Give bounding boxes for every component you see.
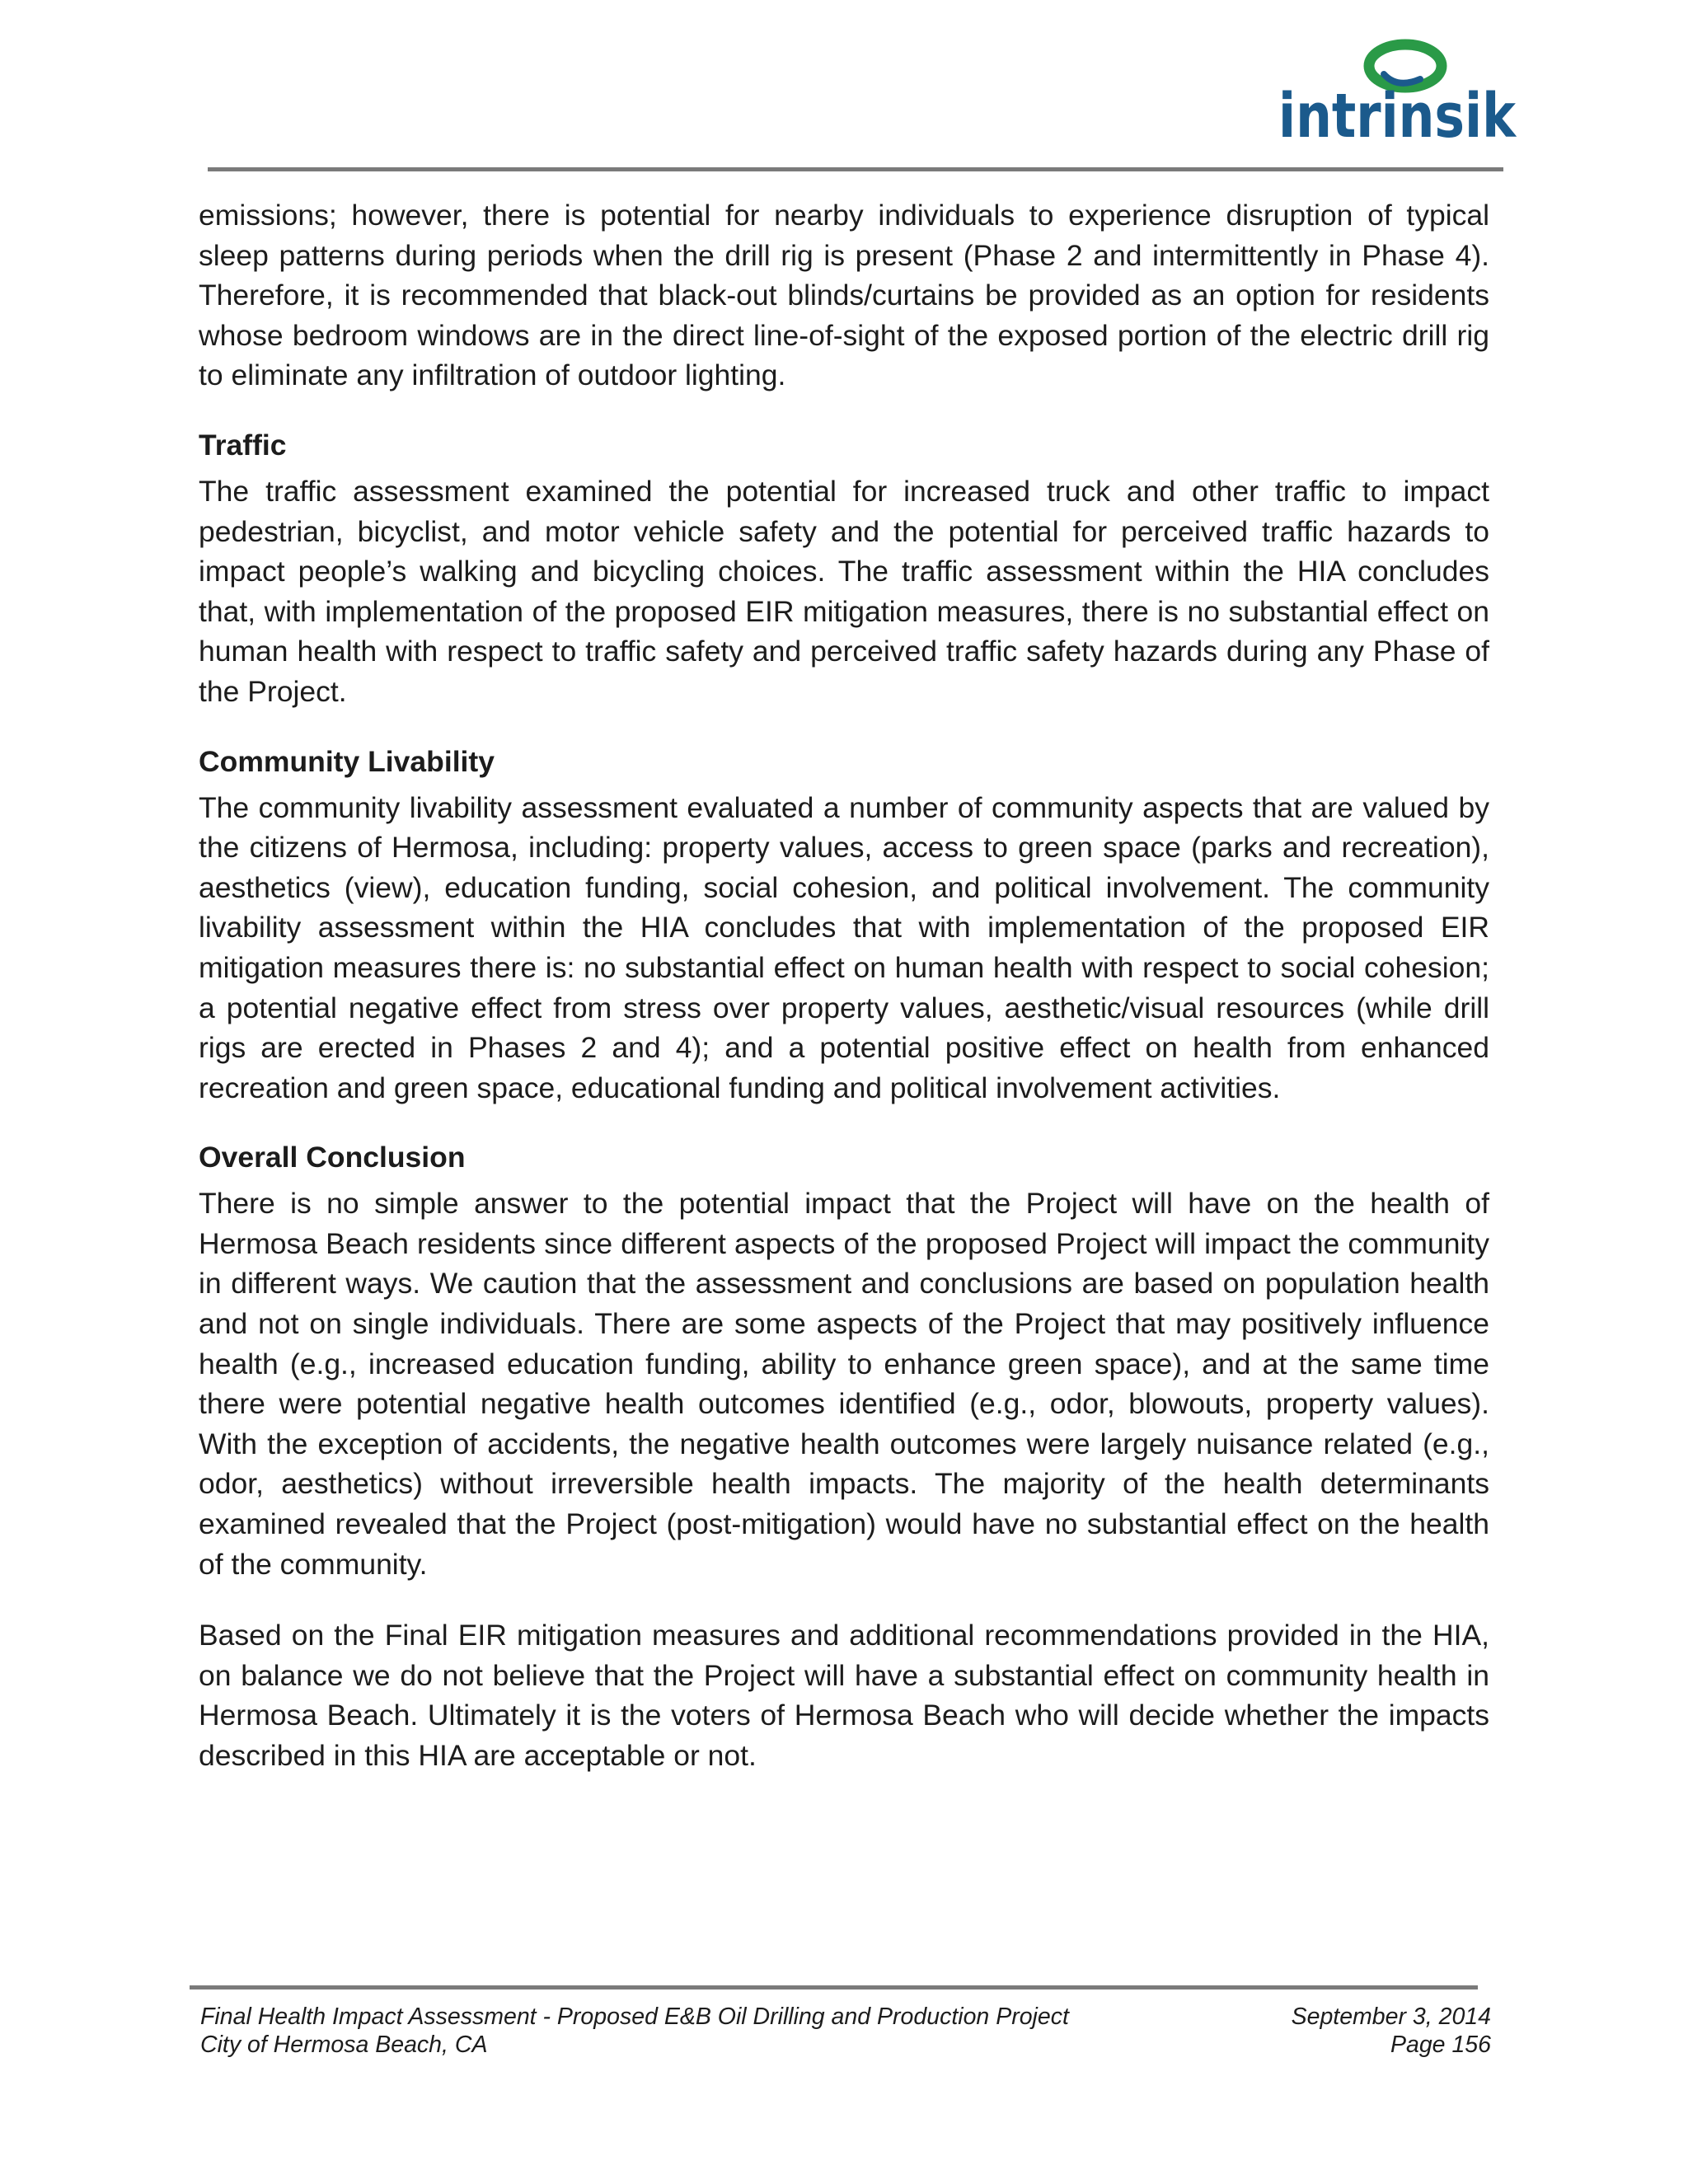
intrinsik-logo-graphic (1273, 33, 1521, 152)
intro-paragraph: emissions; however, there is potential for nearby individuals to experience disruption of typical sleep patterns during periods when the drill rig is present (Phase 2 and intermittently in Phase 4). Therefore, it is recommended that black-out blinds/curtains be provided as an option for residents whose bedroom windows are in the direct line-of-sight of the exposed portion of the electric drill rig to eliminate any infiltration of outdoor lighting. (199, 199, 1489, 392)
traffic-heading: Traffic (199, 428, 287, 462)
page-footer (200, 2003, 1491, 2059)
community-livability-paragraph: The community livability assessment evaluated a number of community aspects that are valued by the citizens of Hermosa, including: property values, access to green space (parks and recreation), aesthetics (view), education funding, social cohesion, and political involvement. The community livability assessment within the HIA concludes that with implementation of the proposed EIR mitigation measures there is: no substantial effect on human health with respect to social cohesion; a potential negative effect from stress over property values, aesthetic/visual resources (while drill rigs are erected in Phases 2 and 4); and a potential positive effect on health from enhanced recreation and green space, educational funding and political involvement activities. (199, 790, 1489, 1104)
overall-conclusion-paragraph-1: There is no simple answer to the potential impact that the Project will have on the health of Hermosa Beach residents since different aspects of the proposed Project will impact the community in different ways. We caution that the assessment and conclusions are based on population health and not on single individuals. There are some aspects of the Project that may positively influence health (e.g., increased education funding, ability to enhance green space), and at the same time there were potential negative health outcomes identified (e.g., odor, blowouts, property values). With the exception of accidents, the negative health outcomes were largely nuisance related (e.g., odor, aesthetics) without irreversible health impacts. The majority of the health determinants examined revealed that the Project (post-mitigation) would have no substantial effect on the health of the community. (199, 1187, 1489, 1581)
overall-conclusion-paragraph-2: Based on the Final EIR mitigation measures and additional recommendations provided in the HIA, on balance we do not believe that the Project will have a substantial effect on community health in Hermosa Beach. Ultimately it is the voters of Hermosa Beach who will decide whether the impacts described in this HIA are acceptable or not. (199, 1619, 1489, 1772)
footer-location: City of Hermosa Beach, CA (200, 2032, 488, 2058)
page-body (199, 195, 1489, 1776)
logo-wordmark: intrinsik (1278, 81, 1517, 152)
footer-document-title: Final Health Impact Assessment - Proposed E&B Oil Drilling and Production Project (200, 2004, 1069, 2030)
footer-date: September 3, 2014 (1291, 2004, 1491, 2030)
footer-row-2 (200, 2031, 1491, 2059)
header-divider (208, 167, 1503, 171)
overall-conclusion-heading: Overall Conclusion (199, 1141, 466, 1174)
footer-row-1 (200, 2003, 1491, 2031)
community-livability-heading: Community Livability (199, 744, 495, 778)
footer-page-number: Page 156 (1390, 2032, 1491, 2058)
traffic-paragraph: The traffic assessment examined the potential for increased truck and other traffic to impact pedestrian, bicyclist, and motor vehicle safety and the potential for perceived traffic hazards to impact people’s walking and bicycling choices. The traffic assessment within the HIA concludes that, with implementation of the proposed EIR mitigation measures, there is no substantial effect on human health with respect to traffic safety and perceived traffic safety hazards during any Phase of the Project. (199, 474, 1489, 708)
intrinsik-logo (1273, 33, 1521, 152)
footer-divider (190, 1985, 1478, 1990)
